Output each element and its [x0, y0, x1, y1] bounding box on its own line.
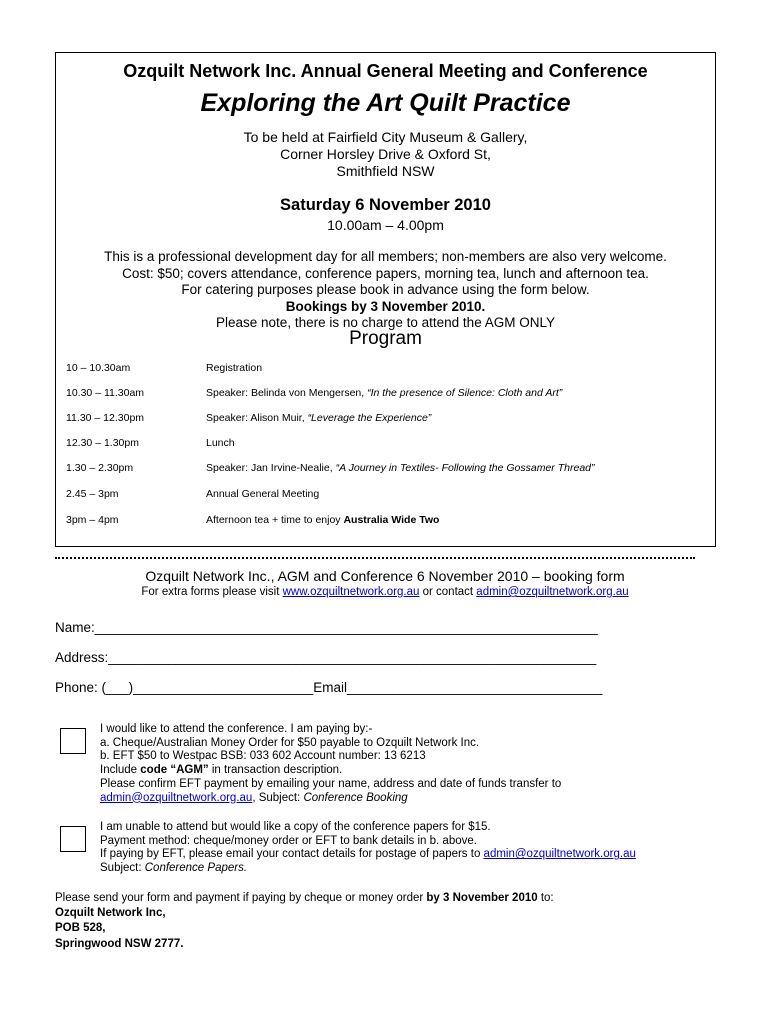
program-time: 1.30 – 2.30pm: [66, 462, 134, 474]
mailing-address-line: Springwood NSW 2777.: [55, 937, 184, 950]
mailing-address-line: POB 528,: [55, 922, 106, 935]
intro-line: This is a professional development day for all members; non-members are also very welcome.: [104, 249, 667, 264]
attend-option-text: I would like to attend the conference. I am paying by:- a. Cheque/Australian Money Order for $50 payable to Ozquilt Network Inc. b. EFT $50 to Westpac BSB: 033 602 Account number: 13 6213 Include code “AGM” in transaction description. Please confirm EFT payment by emailing your name, address and date of funds transfer to admin@ozquiltnetwork.org.au, Subject: Conference Booking: [100, 723, 562, 804]
admin-email-link[interactable]: admin@ozquiltnetwork.org.au: [100, 791, 253, 804]
program-desc: Speaker: Alison Muir, “Leverage the Experience”: [206, 412, 432, 424]
program-time: 10 – 10.30am: [66, 362, 131, 374]
attend-conference-checkbox[interactable]: [60, 728, 86, 754]
papers-only-checkbox[interactable]: [60, 826, 86, 852]
program-desc: Speaker: Belinda von Mengersen, “In the presence of Silence: Cloth and Art”: [206, 387, 563, 399]
intro-line: For catering purposes please book in advance using the form below.: [181, 282, 590, 297]
program-desc: Speaker: Jan Irvine-Nealie, “A Journey in Textiles- Following the Gossamer Thread”: [206, 462, 595, 474]
address-input-line[interactable]: _________________________________________________________________: [108, 650, 597, 665]
name-field[interactable]: [55, 620, 598, 635]
venue-line: Corner Horsley Drive & Oxford St,: [280, 146, 491, 162]
website-link[interactable]: www.ozquiltnetwork.org.au: [282, 586, 420, 598]
venue-line: Smithfield NSW: [336, 163, 435, 179]
org-heading: Ozquilt Network Inc. Annual General Meeting and Conference: [123, 61, 648, 81]
intro-line: Cost: $50; covers attendance, conference papers, morning tea, lunch and afternoon tea.: [122, 265, 649, 281]
papers-option-text: I am unable to attend but would like a copy of the conference papers for $15. Payment method: cheque/money order or EFT to bank details in b. above. If paying by EFT, please email your contact details for postage of papers to admin@ozquiltnetwork.org.au Subject: Conference Papers.: [100, 821, 636, 875]
address-field[interactable]: [55, 650, 596, 665]
program-time: 11.30 – 12.30pm: [66, 412, 145, 424]
name-label: Name:: [55, 620, 95, 635]
program-time: 2.45 – 3pm: [66, 488, 119, 500]
agm-note: Please note, there is no charge to attend the AGM ONLY: [216, 315, 555, 330]
contact-email-link[interactable]: admin@ozquiltnetwork.org.au: [476, 586, 629, 598]
program-time: 12.30 – 1.30pm: [66, 437, 139, 449]
venue-block: [56, 129, 715, 180]
email-label: Email: [313, 680, 348, 695]
phone-label: Phone: (: [55, 680, 107, 695]
event-time: 10.00am – 4.00pm: [327, 217, 444, 233]
admin-email-link[interactable]: admin@ozquiltnetwork.org.au: [483, 848, 636, 861]
conference-notice-box: [55, 52, 716, 547]
booking-form-title: Ozquilt Network Inc., AGM and Conference 6 November 2010 – booking form: [145, 568, 625, 584]
phone-area-line[interactable]: ___: [106, 680, 129, 695]
program-desc: Annual General Meeting: [206, 488, 320, 500]
name-input-line[interactable]: ___________________________________________________________________: [94, 620, 598, 635]
program-time: 10.30 – 11.30am: [66, 387, 145, 399]
program-desc: Registration: [206, 362, 263, 374]
mailing-instructions: Please send your form and payment if paying by cheque or money order by 3 November 2010 to: Ozquilt Network Inc, POB 528, Springwood NSW 2777.: [55, 891, 554, 952]
phone-input-line[interactable]: )________________________: [128, 680, 314, 695]
program-time: 3pm – 4pm: [66, 514, 119, 526]
program-title: Program: [349, 328, 422, 349]
email-input-line[interactable]: __________________________________: [347, 680, 603, 695]
extra-forms-note: For extra forms please visit www.ozquiltnetwork.org.au or contact admin@ozquiltnetwork.org.au: [141, 586, 629, 598]
venue-line: To be held at Fairfield City Museum & Gallery,: [243, 129, 528, 145]
intro-text: [56, 249, 715, 332]
program-desc: Lunch: [206, 437, 235, 449]
phone-email-fields: [55, 680, 602, 695]
program-desc: Afternoon tea + time to enjoy Australia Wide Two: [206, 514, 440, 526]
cut-line-divider: [55, 557, 695, 565]
mailing-address-line: Ozquilt Network Inc,: [55, 907, 166, 920]
event-date: Saturday 6 November 2010: [280, 196, 491, 214]
page-title: Exploring the Art Quilt Practice: [200, 89, 571, 117]
address-label: Address:: [55, 650, 109, 665]
bookings-deadline: Bookings by 3 November 2010.: [285, 298, 486, 314]
